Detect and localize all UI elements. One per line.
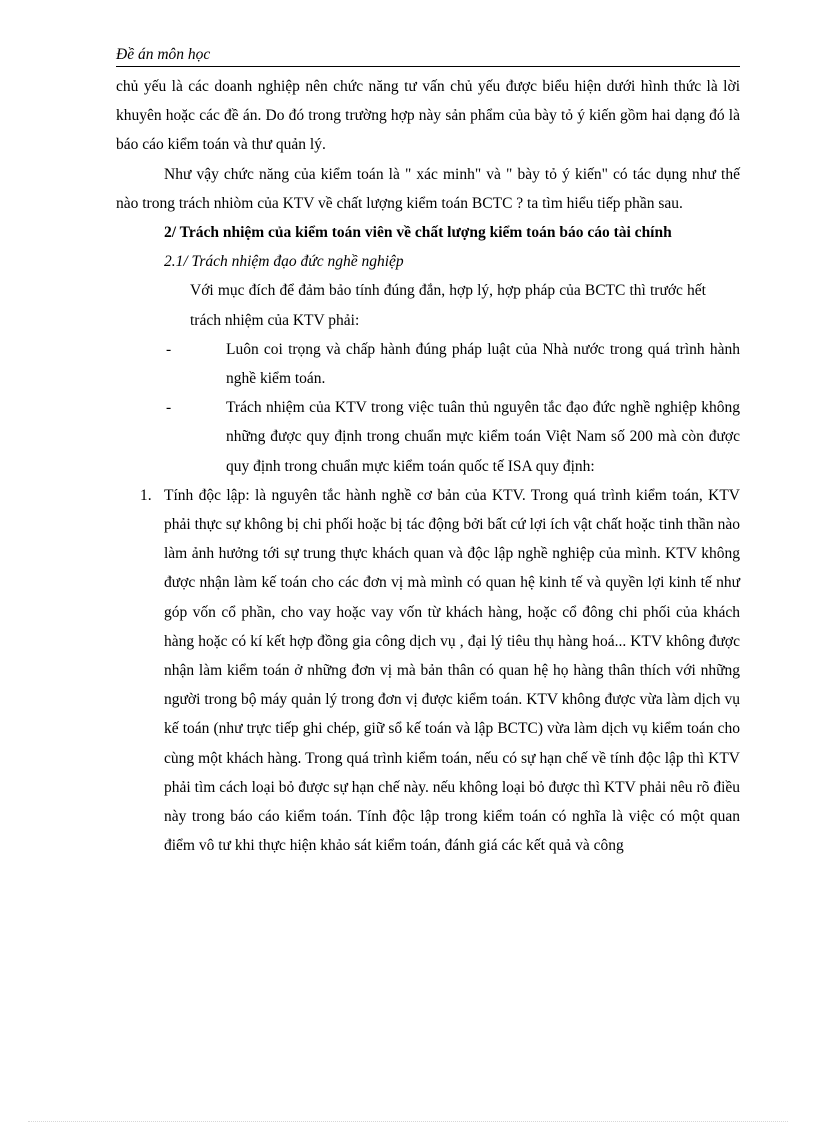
page-header [116,46,740,67]
numbered-item [116,481,740,861]
list-dash-marker: - [166,340,172,358]
document-body [116,72,740,860]
list-item [116,335,740,393]
paragraph-continuation: chủ yếu là các doanh nghiệp nên chức năng tư vấn chủ yếu được biểu hiện dưới hình thức là lời khuyên hoặc các đề án. Do đó trong trường hợp này sản phẩm của bày tỏ ý kiến gồm hai dạng đó là báo cáo kiểm toán và thư quản lý. [116,78,740,154]
list-item-text: Luôn coi trọng và chấp hành đúng pháp luật của Nhà nước trong quá trình hành nghề kiểm toán. [226,340,740,388]
header-title: Đề án môn học [116,46,211,63]
section-heading: 2/ Trách nhiệm của kiểm toán viên về chất lượng kiểm toán báo cáo tài chính [164,224,672,242]
paragraph-function-summary: Như vậy chức năng của kiểm toán là " xác minh" và " bày tỏ ý kiến" có tác dụng như thế nào trong trách nhiòm của KTV về chất lượng kiểm toán BCTC ? ta tìm hiểu tiếp phần sau. [116,165,740,212]
numbered-item-text: Tính độc lập: là nguyên tắc hành nghề cơ bản của KTV. Trong quá trình kiểm toán, KTV phải thực sự không bị chi phối hoặc bị tác động bởi bất cứ lợi ích vật chất hoặc tinh thần nào làm ảnh hưởng tới sự trung thực khách quan và độc lập nghề nghiệp của mình. KTV không được nhận làm kế toán cho các đơn vị mà mình có quan hệ kinh tế và quyền lợi kinh tế như góp vốn cổ phần, cho vay hoặc vay vốn từ khách hàng, hoặc cổ đông chi phối của khách hàng hoặc có kí kết hợp đồng gia công dịch vụ , đại lý tiêu thụ hàng hoá... KTV không được nhận làm kiểm toán ở những đơn vị mà bản thân có quan hệ họ hàng thân thích với những người trong bộ máy quản lý trong đơn vị được kiểm toán. KTV không được vừa làm dịch vụ kế toán (như trực tiếp ghi chép, giữ sổ kế toán và lập BCTC) vừa làm dịch vụ kiểm toán cho cùng một khách hàng. Trong quá trình kiểm toán, nếu có sự hạn chế về tính độc lập thì KTV phải tìm cách loại bỏ được sự hạn chế này. nếu không loại bỏ được thì KTV phải nêu rõ điều này trong báo cáo kiểm toán. Tính độc lập trong kiểm toán có nghĩa là việc có một quan điểm vô tư khi thực hiện khảo sát kiểm toán, đánh giá các kết quả và công [164,486,740,855]
intro-paragraph: Với mục đích để đảm bảo tính đúng đắn, hợp lý, hợp pháp của BCTC thì trước hết trách nhiệm của KTV phải: [190,282,706,329]
list-item-text: Trách nhiệm của KTV trong việc tuân thủ nguyên tắc đạo đức nghề nghiệp không những được quy định trong chuẩn mực kiểm toán Việt Nam số 200 mà còn được quy định trong chuẩn mực kiểm toán quốc tế ISA quy định: [226,399,740,475]
subsection-heading: 2.1/ Trách nhiệm đạo đức nghề nghiệp [164,253,404,271]
list-item [116,393,740,481]
page-bottom-rule [28,1121,788,1122]
list-dash-marker: - [166,399,172,417]
list-number-marker: 1. [140,486,152,504]
